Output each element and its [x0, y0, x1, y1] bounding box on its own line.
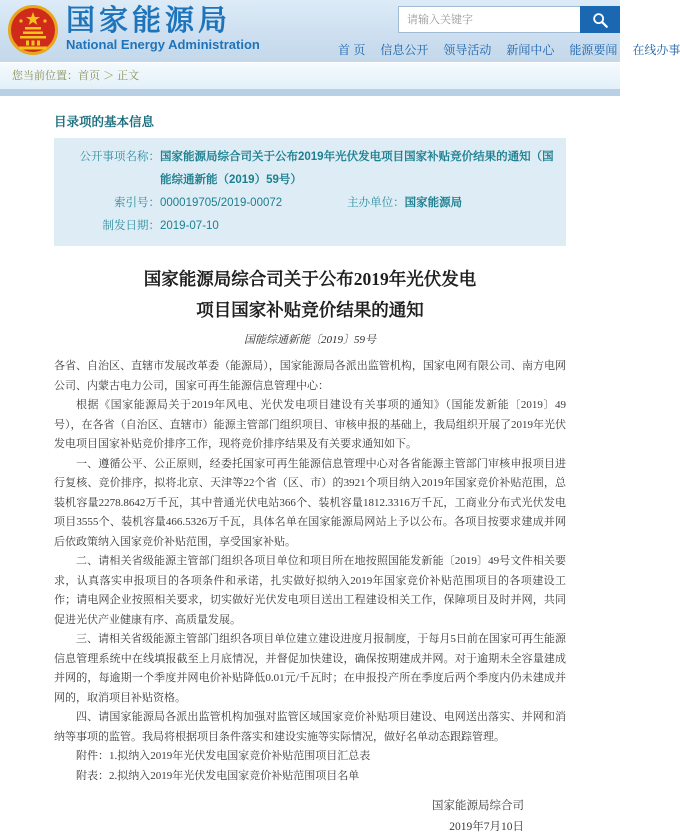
- site-title-en: National Energy Administration: [66, 37, 260, 52]
- nav-item-leadership[interactable]: 领导活动: [443, 43, 492, 57]
- catalog-heading: 目录项的基本信息: [54, 115, 155, 129]
- main-content: [0, 96, 620, 838]
- catalog-index-label: 索引号：: [114, 197, 160, 209]
- catalog-index-value: 000019705/2019-00072: [160, 197, 283, 209]
- header-divider-band: [0, 89, 620, 96]
- paragraph-item-2: 二、请相关省级能源主管部门组织各项目单位和项目所在地按照国能发新能〔2019〕49号文件相关要求，认真落实申报项目的各项条件和承诺，扎实做好拟纳入2019年国家竞价补贴范围项目的各项建设工作；请电网企业按照相关要求，切实做好光伏发电项目送出工程建设相关工作，保障项目及时并网，共同促进光伏产业健康有序、高质量发展。: [54, 555, 566, 626]
- attachment-line-1: 附件：1.拟纳入2019年光伏发电国家竞价补贴范围项目汇总表: [76, 750, 371, 762]
- nav-item-online[interactable]: 在线办事: [632, 43, 680, 57]
- breadcrumb-prefix: 您当前位置：: [12, 70, 78, 82]
- document-body: [54, 357, 566, 786]
- breadcrumb-separator: ＞: [103, 70, 115, 82]
- paragraph-intro: 根据《国家能源局关于2019年风电、光伏发电项目建设有关事项的通知》（国能发新能〔2019〕49号），在各省（自治区、直辖市）能源主管部门组织项目、审核申报的基础上，我局组织开展了2019年光伏发电项目国家补贴竞价排序工作，现将竞价排序结果及有关要求通知如下。: [54, 399, 566, 450]
- national-emblem-icon: [8, 5, 58, 55]
- document-number: 国能综通新能〔2019〕59号: [244, 334, 376, 346]
- catalog-info-panel: [54, 138, 566, 246]
- paragraph-item-1: 一、遵循公平、公正原则，经委托国家可再生能源信息管理中心对各省能源主管部门审核申报项目进行复核、竞价排序，拟将北京、天津等22个省（区、市）的3921个项目纳入2019年国家竞价补贴范围，总装机容量2278.8642万千瓦，其中普通光伏电站366个、装机容量1812.3316万千瓦，工商业分布式光伏发电项目3555个、装机容量466.5326万千瓦，具体名单在国家能源局网站上予以公布。各项目按要求建成并网后依政策纳入国家竞价补贴范围，享受国家补贴。: [54, 457, 566, 548]
- catalog-date-value: 2019-07-10: [160, 220, 219, 232]
- signature-org: 国家能源局综合司: [432, 800, 524, 812]
- top-nav: [338, 41, 680, 58]
- signature-block: [54, 796, 566, 838]
- catalog-name-value: 国家能源局综合司关于公布2019年光伏发电项目国家补贴竞价结果的通知（国能综通新能（2019）59号）: [160, 151, 554, 186]
- nav-item-energy-news[interactable]: 能源要闻: [569, 43, 618, 57]
- site-header: [0, 0, 680, 62]
- site-logo: [8, 5, 260, 55]
- catalog-org-label: 主办单位：: [347, 197, 405, 209]
- document-title: [54, 264, 566, 326]
- nav-item-home[interactable]: 首 页: [338, 43, 366, 57]
- nav-item-news[interactable]: 新闻中心: [506, 43, 555, 57]
- paragraph-item-4: 四、请国家能源局各派出监管机构加强对监管区域国家竞价补贴项目建设、电网送出落实、并网和消纳等事项的监管。我局将根据项目条件落实和建设实施等实际情况，做好名单动态跟踪管理。: [54, 711, 566, 743]
- document-title-line2: 项目国家补贴竞价结果的通知: [196, 300, 424, 320]
- catalog-row-name: [64, 146, 556, 192]
- search-input[interactable]: [398, 6, 580, 33]
- catalog-date-label: 制发日期：: [102, 220, 160, 232]
- paragraph-item-3: 三、请相关省级能源主管部门组织各项目单位建立建设进度月报制度，于每月5日前在国家可再生能源信息管理系统中在线填报截至上月底情况，并督促加快建设，确保按期建成并网。对于逾期未全容量建成并网的，每逾期一个季度并网电价补贴降低0.01元/千瓦时；在申报投产所在季度后两个季度内仍未建成并网的，取消项目补贴资格。: [54, 633, 566, 704]
- catalog-org-value: 国家能源局: [404, 197, 463, 209]
- paragraph-recipients: 各省、自治区、直辖市发展改革委（能源局），国家能源局各派出监管机构，国家电网有限公司、南方电网公司、内蒙古电力公司，国家可再生能源信息管理中心：: [54, 360, 566, 392]
- site-title-cn: 国家能源局: [66, 5, 232, 37]
- search-button[interactable]: [580, 6, 620, 33]
- attachment-line-2: 附表：2.拟纳入2019年光伏发电国家竞价补贴范围项目名单: [76, 769, 360, 782]
- nav-item-info[interactable]: 信息公开: [380, 43, 429, 57]
- document-title-line1: 国家能源局综合司关于公布2019年光伏发电: [143, 269, 477, 289]
- breadcrumb-home-link[interactable]: 首页: [78, 70, 100, 82]
- catalog-name-label: 公开事项名称：: [79, 151, 160, 163]
- search-icon: [591, 11, 609, 29]
- catalog-row-date: [64, 215, 556, 238]
- signature-date: 2019年7月10日: [449, 821, 524, 833]
- breadcrumb-current: 正文: [117, 70, 140, 82]
- search-box: [398, 6, 620, 33]
- catalog-row-index-org: [64, 192, 556, 215]
- breadcrumb: [0, 62, 620, 89]
